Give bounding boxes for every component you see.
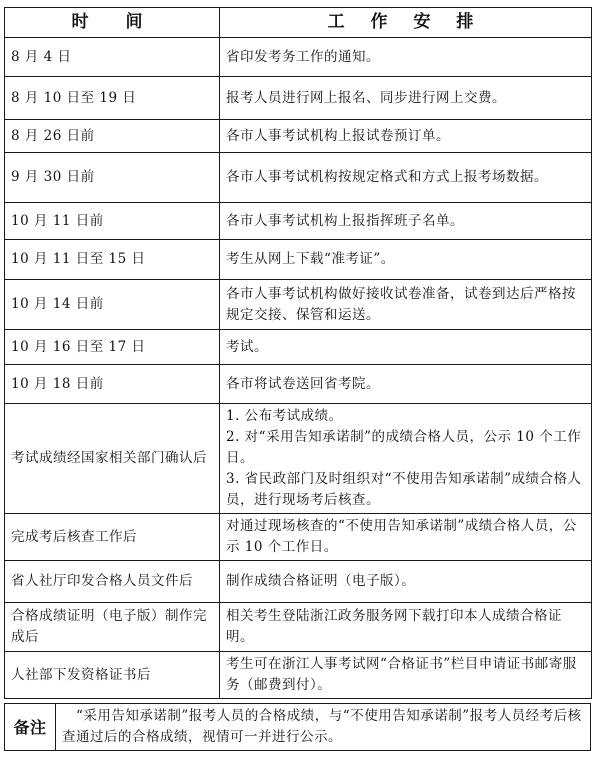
time-cell: 10 月 18 日前: [5, 365, 220, 404]
arrangement-cell: 考生可在浙江人事考试网“合格证书”栏目申请证书邮寄服务（邮费到付）。: [220, 652, 592, 699]
arrangement-cell: 考试。: [220, 330, 592, 365]
time-cell: 8 月 4 日: [5, 38, 220, 77]
note-text: “采用告知承诺制”报考人员的合格成绩，与“不使用告知承诺制”报考人员经考后核查通过后的合格成绩，视情可一并进行公示。: [56, 704, 591, 751]
time-cell: 10 月 16 日至 17 日: [5, 330, 220, 365]
arrangement-cell: 省印发考务工作的通知。: [220, 38, 592, 77]
note-label: 备注: [5, 704, 56, 751]
time-cell: 考试成绩经国家相关部门确认后: [5, 404, 220, 514]
arrangement-cell: 相关考生登陆浙江政务服务网下载打印本人成绩合格证明。: [220, 603, 592, 652]
table-row: [5, 603, 592, 652]
note-row: [5, 704, 591, 751]
header-row: [5, 8, 592, 38]
table-row: [5, 77, 592, 120]
time-cell: 10 月 14 日前: [5, 280, 220, 330]
table-row: [5, 365, 592, 404]
table-row: [5, 652, 592, 699]
arrangement-cell: 各市将试卷送回省考院。: [220, 365, 592, 404]
table-row: [5, 120, 592, 153]
table-row: [5, 240, 592, 280]
arrangement-item: 1. 公布考试成绩。: [226, 408, 343, 424]
arrangement-column-header: 工 作 安 排: [220, 8, 592, 38]
arrangement-cell: 报考人员进行网上报名、同步进行网上交费。: [220, 77, 592, 120]
time-cell: 10 月 11 日前: [5, 203, 220, 240]
time-cell: 10 月 11 日至 15 日: [5, 240, 220, 280]
time-cell: 8 月 26 日前: [5, 120, 220, 153]
time-cell: 8 月 10 日至 19 日: [5, 77, 220, 120]
table-row: [5, 404, 592, 514]
arrangement-cell: [220, 404, 592, 514]
arrangement-item: 3. 省民政部门及时组织对“不使用告知承诺制”成绩合格人员，进行现场考后核查。: [226, 471, 582, 508]
arrangement-cell: 对通过现场核查的“不使用告知承诺制”成绩合格人员，公示 10 个工作日。: [220, 514, 592, 561]
time-cell: 9 月 30 日前: [5, 153, 220, 203]
time-column-header: 时 间: [5, 8, 220, 38]
arrangement-cell: 各市人事考试机构做好接收试卷准备，试卷到达后严格按规定交接、保管和运送。: [220, 280, 592, 330]
table-row: [5, 514, 592, 561]
arrangement-cell: 各市人事考试机构上报试卷预订单。: [220, 120, 592, 153]
time-cell: 合格成绩证明（电子版）制作完成后: [5, 603, 220, 652]
time-cell: 完成考后核查工作后: [5, 514, 220, 561]
table-row: [5, 280, 592, 330]
table-row: [5, 203, 592, 240]
arrangement-cell: 各市人事考试机构上报指挥班子名单。: [220, 203, 592, 240]
time-cell: 省人社厅印发合格人员文件后: [5, 561, 220, 603]
table-row: [5, 330, 592, 365]
arrangement-cell: 制作成绩合格证明（电子版）。: [220, 561, 592, 603]
schedule-table: [4, 7, 592, 699]
arrangement-cell: 各市人事考试机构按规定格式和方式上报考场数据。: [220, 153, 592, 203]
time-cell: 人社部下发资格证书后: [5, 652, 220, 699]
table-row: [5, 153, 592, 203]
table-row: [5, 38, 592, 77]
arrangement-item: 2. 对“采用告知承诺制”的成绩合格人员，公示 10 个工作日。: [226, 429, 582, 466]
arrangement-cell: 考生从网上下载“准考证”。: [220, 240, 592, 280]
table-row: [5, 561, 592, 603]
note-table: [4, 703, 591, 751]
